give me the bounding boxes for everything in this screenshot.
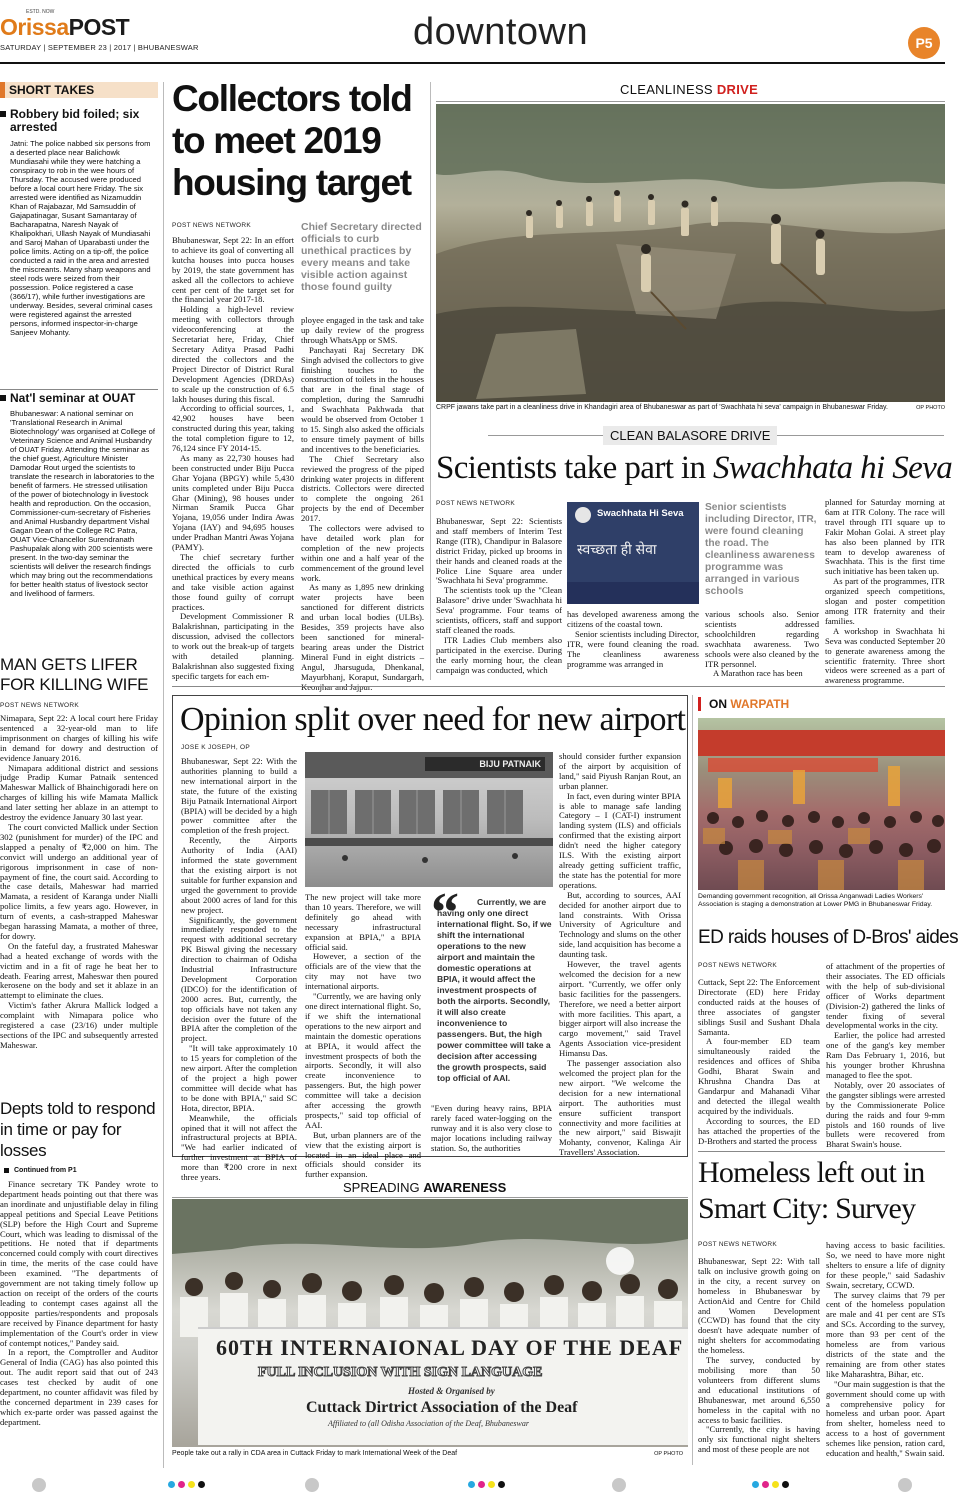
- airport-byline: JOSE K JOSEPH, OP: [181, 744, 251, 751]
- cleanliness-photo: [436, 104, 945, 402]
- airport-col-1: [181, 756, 297, 1183]
- ed-para: of attachment of the properties of their associates. The ED officials with the help of sub-divisional officer of Works department (Division-2) gathered the links of tender fixing of several developmental works in the city.: [826, 961, 945, 1031]
- depts-para: In a report, the Comptroller and Auditor General of India (CAG) has also pointed this out. The audit report said that out of 243 cases test checked by audit of one department, no counter affidavit was filed by the concerned department in 239 cases for which ex-parte order was passed against the department.: [0, 1347, 158, 1427]
- warpath-photo-art: [698, 718, 945, 890]
- color-dots: [468, 1481, 508, 1489]
- lifer-headline: MAN GETS LIFER FOR KILLING WIFE: [0, 655, 149, 694]
- banner-line-4: Cuttack Dirtrict Association of the Deaf: [306, 1399, 578, 1416]
- registration-mark: [305, 1478, 319, 1492]
- cleanliness-kicker-a: CLEANLINESS: [620, 82, 717, 97]
- airport-para: The new project will take more than 10 years. Therefore, we will definitely go ahead with necessary infrastructural expansion at BPIA," a BPIA official said.: [305, 892, 421, 952]
- airport-para: "Even during heavy rains, BPIA rarely faced water-logging on the runway and it is also very close to major locations including railway station. So, the authorities: [431, 1103, 552, 1153]
- collectors-para: Holding a high-level review meeting with collectors through videoconferencing at the Secretariat here, Friday, Chief Secretary Aditya Prasad Padhi directed the collectors and the Project Director of District Rural Development Agencies (DRDAs) to scale up the construction of 6.5 lakh houses during this fiscal.: [172, 304, 294, 404]
- registration-mark: [32, 1478, 46, 1492]
- airport-pullquote-text: Currently, we are having only one direct international flight. So, if we shift the international operations to the new airport and maintain the domestic operations at BPIA, it would affect the investment prospects of both the airports. Secondly, it will also create inconvenience to passengers. But, the high power committee will take a decision after accessing the growth prospects, said top official of AAI.: [437, 897, 552, 1083]
- divider: [0, 389, 158, 390]
- collectors-col-1: [172, 235, 294, 681]
- scientists-para: ITR Ladies Club members also participated in the exercise. During the early morning hour, the clean campaign was conducted, which: [436, 634, 562, 675]
- depts-story: [0, 1098, 158, 1468]
- cleanliness-caption: [436, 404, 945, 414]
- airport-para: However, a section of the officials are of the view that the city may not have two international airports.: [305, 951, 421, 992]
- homeless-col-2: [826, 1241, 945, 1467]
- homeless-headline: Homeless left out in Smart City: Survey: [698, 1156, 925, 1225]
- airport-sign-text: BIJU PATNAIK: [479, 759, 541, 769]
- brand-logo: [0, 14, 129, 40]
- column-rule: [430, 82, 431, 680]
- homeless-wire: POST NEWS NETWORK: [698, 1241, 778, 1248]
- short-take-2-head: [0, 392, 155, 405]
- ed-col-1: [698, 978, 820, 1148]
- collectors-para: The chief secretary further directed the officials to curb unethical practices by every means and take visible action against those found guilty of corrupt practices.: [172, 552, 294, 612]
- bullet-square-icon: [0, 395, 6, 401]
- scientists-col-1: [436, 517, 562, 682]
- airport-para: In fact, even during winter BPIA is able to manage safe landing Category – I (CAT-I) instrument landing system (ILS) and officials confirmed that the existing airport didn't need the higher category ILS. With the existing airport already getting sufficient traffic, the state has the potential for more operations.: [559, 790, 681, 890]
- swachhata-logo-icon: [575, 507, 591, 523]
- cleanliness-caption-text: CRPF jawans take part in a cleanliness drive in Khandagiri area of Bhubaneswar as part of 'Swachhata hi seva' campaign in Bhubaneswar Friday.: [436, 404, 888, 411]
- cleanliness-credit: OP PHOTO: [916, 405, 945, 411]
- bullet-square-icon: [4, 1168, 9, 1173]
- collectors-para: Bhubaneswar, Sept 22: In an effort to achieve its goal of converting all kutcha houses into pucca houses by 2019, the state government has asked all the collectors to achieve cent per cent of the target set for the financial year 2017-18.: [172, 235, 294, 305]
- banner-line-1: 60TH INTERNAIONAL DAY OF THE DEAF: [216, 1335, 684, 1360]
- depts-continued: [0, 1167, 158, 1174]
- registration-mark: [612, 1478, 626, 1492]
- homeless-para: having access to basic facilities. So, we need to have more night shelters to ensure a life of dignity for these people," said Sadashiv Swain, secretary, CCWD.: [826, 1240, 945, 1290]
- color-dots: [168, 1481, 208, 1489]
- ed-col-2: [826, 962, 945, 1148]
- airport-sign: [425, 757, 545, 771]
- collectors-para: As many as 1,895 new drinking water projects have been sanctioned for different districts and urban local bodies (ULBs). Besides, 359 projects have also been sanctioned for mineral-bearing areas under the District Mineral Fund in eight districts – Angul, Jharsuguda, Dhenkanal, Mayurbhanj, Koraput, Sundargarh,: [301, 582, 424, 682]
- warpath-kicker-a: ON: [709, 697, 731, 711]
- collectors-headline: Collectors told to meet 2019 housing target: [172, 78, 412, 203]
- awareness-photo: [172, 1199, 688, 1447]
- scientists-para: planned for Saturday morning at 6am at ITR Colony. The race will travel through ITI square up to Fakir Mohan Golai. A street play has also been planned by ITR team to develop awareness of Swachhata. This is the first time such initiative has been taken up.: [825, 497, 945, 577]
- warpath-photo: [698, 718, 945, 890]
- airport-para: However, the travel agents welcomed the decision for a new airport. "Currently, we offer only basic facilities for the passengers. Therefore, we need a better airport with more facilities. This apart, a bigger airport will also increase the cargo movement," said Travel Agents Association vice-president Himansu Das.: [559, 959, 681, 1059]
- airport-col-3: [431, 1104, 552, 1156]
- short-takes-label-a: SHORT: [9, 83, 55, 97]
- short-takes-box: [0, 82, 158, 652]
- section-rule: [172, 686, 945, 687]
- lifer-para: Nimapara additional district and sessions judge Pradip Kumar Patnaik sentenced Maheswar Mallick of Bhainchigoradi here on charges of killing his wife Mamata Mallick and later setting her ablaze in an attempt to destroy the evidence January 30 last year.: [0, 762, 158, 823]
- scientists-para: various schools also. Senior scientists addressed schoolchildren regarding swachhata awareness. Two schools were also cleaned by the ITR personnel.: [705, 609, 819, 669]
- airport-para: Recently, the Airports Authority of India (AAI) informed the state government that the existing airport is not suitable for further expansion and urged the government to provide about 2000 acres of land for this new project.: [181, 835, 297, 915]
- scientists-kicker: CLEAN BALASORE DRIVE: [603, 426, 777, 445]
- banner-line-5: Affiliated to (all Odisha Association of the Deaf, Bhubaneswar: [328, 1419, 529, 1428]
- awareness-caption-text: People take out a rally in CDA area in Cuttack Friday to mark International Week of the Deaf: [172, 1450, 458, 1457]
- awareness-kicker: [343, 1180, 506, 1195]
- scientists-col-2: [567, 610, 699, 682]
- scientists-para: A workshop in Swachhata hi Seva was conducted September 20 to generate awareness among the scientific fraternity. Three short videos were screened as a part of awareness programme.: [825, 625, 945, 686]
- warpath-kicker: [698, 697, 789, 711]
- swachhata-sign-title: Swachhata Hi Seva: [597, 508, 684, 519]
- page-number: P5: [915, 35, 933, 51]
- collectors-col-2: [301, 315, 424, 682]
- lifer-story: [0, 655, 158, 1075]
- masthead: [0, 0, 945, 62]
- quote-mark-icon: “: [431, 882, 459, 944]
- airport-para: "Currently, we are having only one direct international flight. So, if we shift the international operations to the new airport and maintain the domestic operations at BPIA, it would affect the investment prospects of both the airports. Secondly, it will also create inconvenience to passengers. But, the high power committee will take a decision after accessing the growth prospects," said top official of AAI.: [305, 991, 421, 1130]
- ed-para: Notably, over 20 associates of the gangster siblings were arrested by the Commissionerate Police during the raids and four 9-mm pistols and 160 rounds of live bullets were recovered from Bharat Swain's house.: [826, 1079, 945, 1150]
- swachhata-sign-photo: [567, 502, 699, 604]
- airport-para: The passenger association also welcomed the project plan for the new airport. "We welcome the decision for a new international airport. The authorities must ensure sufficient transport connectivity and more facilities at the new airport," said Biswajit Mohanty, convenor, Kalinga Air Travellers' Association.: [559, 1058, 681, 1158]
- short-take-2: [0, 392, 155, 648]
- airport-photo-art: [305, 778, 553, 887]
- airport-para: Significantly, the government immediately responded to the request with additional secretary PK Biswal giving the necessary direction to chairman of Odisha Industrial Infrastructure Development Corporation (IDCO) for the identification of 2000 acres. But, currently, the top officials have not taken any decision over the future of the BPIA after the completion of the project.: [181, 914, 297, 1044]
- airport-para: But, according to sources, AAI decided for another airport due to land constraints. With Orissa University of Agriculture and Technology and slums on the other side, land acquisition has become a daunting task.: [559, 889, 681, 960]
- collectors-para: ployee engaged in the task and take up daily review of the progress through WhatsApp or SMS.: [301, 315, 424, 345]
- lifer-wire: POST NEWS NETWORK: [0, 702, 80, 709]
- short-takes-label: [0, 82, 158, 98]
- scientists-col-4: [825, 497, 945, 686]
- ed-para: A four-member ED team simultaneously raided the residences and offices of Shiba Godhi, Bharat Swain and Khrushna Chandra Das at Gandarpur and Mahanadi Vihar and detected the illegal wealth acquired by the individuals.: [698, 1036, 820, 1116]
- lifer-para: On the fateful day, a frustrated Maheswar had a heated exchange of words with the victim and in a fit of rage he beat her to death. Fearing arrest, Maheswar then poured kerosene on the body and set it ablaze in an attempt to eliminate the clues.: [0, 940, 158, 1001]
- column-rule: [163, 82, 164, 1468]
- awareness-caption: [172, 1450, 688, 1460]
- print-registration-strip: [0, 1470, 945, 1497]
- warpath-caption: Demanding government recognition, all Orissa Anganwadi Ladies Workers' Association is staging a demonstration at Lower PMG in Bhubaneswar Friday.: [698, 893, 933, 909]
- scientists-para: The scientists took up the "Clean Balasore" drive under 'Swachhata hi Seva' programme. Four teams of scientists, officers, staff and support staff cleaned the roads.: [436, 585, 562, 635]
- dateline: SATURDAY | SEPTEMBER 23 | 2017 | BHUBANESWAR: [0, 43, 199, 52]
- short-take-1-body: Jatni: The police nabbed six persons from a deserted place near Balichowk Mundiasahi while they were hatching a conspiracy to rob in the wee hours of Thursday. The accused were produced before a local court here Friday. The six arrested were identified as Nizamuddin Khan of Rajabazar, Md Samsuddin of Gajapatinagar, Susant Samantaray of Bacharapatna, Naresh Nayak of Khalipokhari, Ullash Nayak of Mundiasahi and Saroj Mahan of Uparabasti under the police limits. Acting on a tip-off, the police conducted a raid in the area and arrested the miscreants. Many sharp weapons and steel rods were seized from their possession. Police registered a case (366/17), while further investigations are underway. Besides, several criminal cases were registered against the arrested persons, informed inspector-in-charge Sanjeev Mohanty.: [10, 139, 153, 337]
- homeless-para: The survey claims that 79 per cent of the homeless population are male and 41 per cent are STs and SCs. According to the survey, more than 93 per cent of the homeless are from various districts of the state and the remaining are from other states like Maharashtra, Bihar, etc.: [826, 1289, 945, 1379]
- depts-body: [0, 1180, 158, 1428]
- warpath-kicker-b: WARPATH: [730, 697, 790, 711]
- airport-para: should consider further expansion of the airport by acquisition of land," said Piyush Ranjan Rout, an urban planner.: [559, 751, 681, 791]
- short-take-2-body: Bhubaneswar: A national seminar on 'Translational Research in Animal Biotechnology' was organised at College of Veterinary Science and Animal Husbandry of OUAT Friday. Attending the seminar as the chief guest, Agriculture Minister Damodar Rout urged the scientists to translate the research in laboratories to the benefit of farmers. He stressed utilisation of the power of biotechnology in livestock health and reproduction. On the occasion, Commissioner-cum-secretary of Fisheries and Animal Husbandry department Vishal Gagan Dean of the College RC Patra, OUAT Vice-Chancellor Surendranath Pashupalak along with 200 scientists were present. In the two-day seminar the scientists will deliver the research findings which may bring out the recommendations for better health status of livestock sector and livelihood of farmers.: [10, 409, 155, 598]
- collectors-para: As many as 22,730 houses had been constructed under Biju Pucca Ghar Yojana (BPGY) while 5,430 units completed under Biju Pucca Ghar (Mining), 98 houses under Nirman Sramik Pucca Ghar Yojana, 19,056 under Indira Awas Yojana (IAY) and 94,695 houses under Pradhan Mantri Awas Yojana (PAMY).: [172, 452, 294, 553]
- airport-headline: Opinion split over need for new airport: [180, 701, 686, 738]
- short-take-1-headline: Robbery bid foiled; six arrested: [10, 107, 140, 134]
- masthead-rule: [0, 62, 945, 64]
- airport-col-4: [559, 751, 681, 1158]
- depts-headline: Depts told to respond in time or pay for losses: [0, 1099, 156, 1160]
- depts-para: Finance secretary TK Pandey wrote to department heads pointing out that there was an inordinate and unjustifiable delay in filing appeal petitions and Special Leave Petitions (SLP) before the High Court and Supreme Court, which was leading to dismissal of the petitions. He noted that if departments concerned could comply with court directives in time, the merits of the case could have been examined. "The departments of government are not taking timely follow up action on receipt of the orders of the courts leading to contempt cases against all the opposite parties/respondents and proposals are received by Finance department for hasty implementation of the Court's order in view of contempt notices," Pandey said.: [0, 1179, 158, 1348]
- registration-mark: [898, 1478, 912, 1492]
- collectors-para: The Chief Secretary also reviewed the progress of the piped drinking water projects in different districts. Collectors were directed to complete the ongoing 261 projects by the end of December 2017.: [301, 453, 424, 524]
- section-rule: [698, 1151, 945, 1152]
- brand-logo-post: POST: [68, 14, 130, 40]
- ed-para: Cuttack, Sept 22: The Enforcement Directorate (ED) here Friday conducted raids at the houses of three associates of gangster siblings Susil and Sushant Dhala Samanta.: [698, 977, 820, 1037]
- airport-para: Meanwhile, the officials opined that it will not affect the infrastructural projects at BPIA. "We had earlier indicated of further investment at BPIA of more than ₹200 crore in next three years.: [181, 1112, 297, 1183]
- ed-para: Earlier, the police had arrested one of the gang's key member Ram Das February 1, 2016, but his younger brother Khrushna managed to flee the spot.: [826, 1030, 945, 1080]
- awareness-kicker-b: AWARENESS: [423, 1180, 507, 1195]
- lifer-para: Nimapara, Sept 22: A local court here Friday sentenced a 32-year-old man to life imprisonment on charges of killing his wife in demand for dowry and destruction of evidence January 2016.: [0, 713, 158, 763]
- scientists-headline: [436, 448, 953, 488]
- collectors-para: Development Commissioner R Balakrishnan, participating in the discussion, advised the collectors to work out the break-up of targets with detailed planning. Balakrishnan also suggested fixing specific targets for each em-: [172, 611, 294, 681]
- airport-col-2: [305, 892, 421, 1180]
- collectors-story: [172, 78, 427, 682]
- bullet-square-icon: [0, 111, 6, 117]
- short-take-1: [0, 108, 155, 382]
- kicker-rule: [172, 1197, 688, 1198]
- collectors-para: According to official sources, 1, 42,902 houses have been constructed during this year, taking the total completion figure to 12, 76,124 since FY 2014-15.: [172, 403, 294, 454]
- kicker-rule: [436, 101, 945, 102]
- airport-para: But, urban planners are of the view that the existing airport is located in an ideal place and officials should consider its further expansion.: [305, 1129, 421, 1180]
- banner-line-2: FULL INCLUSION WITH SIGN LANGUAGE: [258, 1365, 543, 1380]
- short-take-2-headline: Nat'l seminar at OUAT: [10, 391, 136, 405]
- scientists-col-3: [705, 610, 819, 682]
- banner-line-3: Hosted & Organised by: [408, 1386, 495, 1396]
- homeless-col-1: [698, 1257, 820, 1467]
- scientists-headline-b: Swachhata hi Seva: [713, 450, 953, 486]
- homeless-para: The survey, conducted by mobilising more than 50 volunteers from different slums and educational institutions of Bhubaneswar, met around 6,550 homeless in the capital with no access to basic facilities.: [698, 1355, 820, 1425]
- scientists-headline-a: Scientists take part in: [436, 450, 714, 486]
- airport-para: "It will take approximately 10 to 15 years for completion of the new airport. After the completion of the project a high power committee will decide what has to be done with BPIA," said SC Hota, director, BPIA.: [181, 1043, 297, 1113]
- cleanliness-photo-art: [436, 104, 945, 402]
- ed-wire: POST NEWS NETWORK: [698, 962, 778, 969]
- lifer-para: Victim's father Akrura Mallick lodged a complaint with Nimapara police who registered a case (23/16) under multiple sections of the IPC and subsequently arrested Maheswar.: [0, 1000, 158, 1050]
- masthead-est: ESTD. NOW: [26, 9, 55, 15]
- awareness-credit: OP PHOTO: [654, 1451, 683, 1457]
- airport-photo: [305, 752, 553, 887]
- depts-continued-text: Continued from P1: [14, 1167, 77, 1174]
- lifer-body: [0, 714, 158, 1051]
- scientists-para: As part of the programmes, ITR organized speech competitions, slogan and poster competition among ITR fraternity and their families.: [825, 576, 945, 626]
- scientists-para: Senior scientists including Director, ITR, were found cleaning the road. The cleanliness awareness programme was arranged in: [567, 628, 699, 669]
- page-number-badge: [908, 27, 940, 59]
- scientists-kicker-wrap: [436, 426, 945, 444]
- ed-para: According to sources, the ED has attached the properties of the D-Brothers and started the process: [698, 1115, 820, 1146]
- scientists-para: Bhubaneswar, Sept 22: Scientists and staff members of Interim Test Range (ITR), Chandipur in Balasore district Friday, picked up brooms in their hands and cleaned roads at the Police Line Square area under 'Swachhata hi Seva' programme.: [436, 516, 562, 586]
- collectors-wire: POST NEWS NETWORK: [172, 222, 252, 229]
- short-takes-label-b: TAKES: [54, 83, 95, 97]
- airport-para: Bhubaneswar, Sept 22: With the authorities planning to build a new international airport in the state, the future of the existing Biju Patnaik International Airport (BPIA) will be decided by a high power committee after the completion of the fresh project.: [181, 756, 297, 836]
- swachhata-sign-subtitle: स्वच्छता ही सेवा: [577, 541, 657, 557]
- homeless-para: "Currently, the city is having only six functional night shelters and most of these people are not: [698, 1424, 820, 1455]
- cleanliness-kicker-b: DRIVE: [716, 82, 759, 97]
- short-take-1-head: [0, 108, 155, 134]
- scientists-pullquote: Senior scientists including Director, ITR, were found cleaning the road. The cleanliness awareness programme was arranged in various schools: [705, 502, 817, 597]
- scientists-para: A Marathon race has been: [713, 668, 803, 679]
- homeless-para: Bhubaneswar, Sept 22: With tall talk on inclusive growth going on in the city, a recent survey on homeless in Bhubaneswar by ActionAid and Centre for Child and Women Development (CCWD) has found that the city doesn't have adequate number of night shelters for accommodating the homeless.: [698, 1256, 820, 1356]
- homeless-para: "Our main suggestion is that the government should come up with a comprehensive policy for homeless and urban poor. Apart from shelter, homeless need to access to a host of government schemes like pension, ration card, education and health," Swain said.: [826, 1378, 945, 1459]
- collectors-para: The collectors were advised to have detailed work plan for completion of the new projects within one and a half year of the commencement of the ground level work.: [301, 523, 424, 583]
- scientists-para: has developed awareness among the citizens of the coastal town.: [567, 609, 699, 629]
- color-dots: [752, 1481, 792, 1489]
- lifer-para: The court convicted Mallick under Section 302 (punishment for murder) of the IPC and slapped a penalty of ₹2,000 on him. The convict will undergo an additional year of rigorous imprisonment in case of non-payment of fine, the court said. According to the case details, Maheswar had married Mamata, a resident of Karanga under Nialli police limits, a few years ago. However, in turn of events, a cash-strapped Maheswar began harassing Mamata, a mother of three, for dowry.: [0, 821, 158, 941]
- sign-stripe: [567, 582, 699, 604]
- cleanliness-kicker: [620, 82, 758, 97]
- scientists-wire: POST NEWS NETWORK: [436, 500, 516, 507]
- collectors-pullquote: Chief Secretary directed officials to curb unethical practices by every means and take visible action against those found guilty: [301, 221, 422, 293]
- awareness-kicker-a: SPREADING: [343, 1180, 424, 1195]
- section-title: downtown: [413, 11, 589, 53]
- collectors-para: Panchayati Raj Secretary DK Singh advised the collectors to give finishing touches to the construction of toilets in the houses that are in the final stage of completion, during the Samrudhi and Swachhata Pakhwada that would be observed from October 1 to 15. Singh also asked the officials to ensure timely payment of bills and incentives to the beneficiaries.: [301, 344, 424, 454]
- column-rule: [692, 695, 693, 1465]
- awareness-banner: [198, 1327, 688, 1445]
- brand-logo-orissa: Orissa: [0, 14, 69, 40]
- ed-headline: ED raids houses of D-Bros' aides: [698, 927, 958, 948]
- airport-pullquote: [431, 882, 552, 1100]
